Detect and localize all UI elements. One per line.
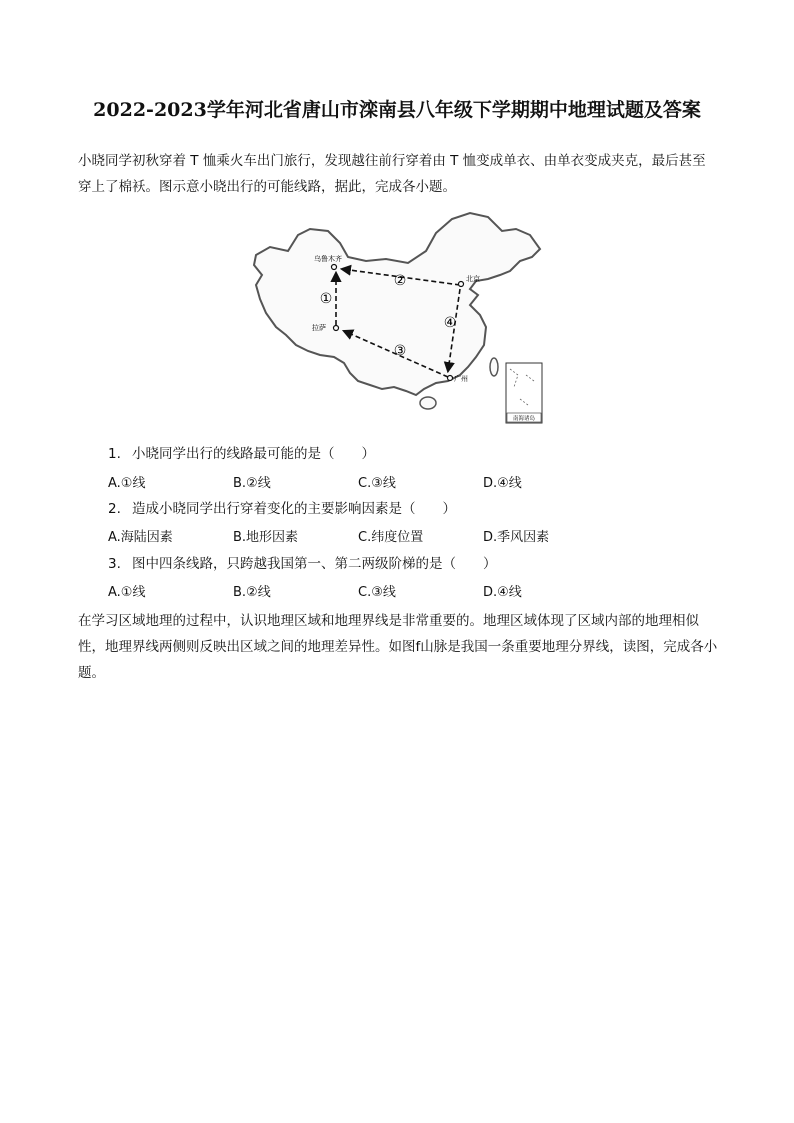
page-title: 2022-2023学年河北省唐山市滦南县八年级下学期期中地理试题及答案 [93, 99, 701, 121]
question-text: 小晓同学出行的线路最可能的是（ ） [132, 446, 375, 462]
city-beijing-label: 北京 [466, 275, 480, 283]
question-text: 造成小晓同学出行穿着变化的主要影响因素是（ ） [132, 501, 456, 517]
city-lhasa-label: 拉萨 [312, 324, 326, 332]
route-1-label: ① [319, 291, 333, 307]
city-urumqi-dot [332, 265, 337, 270]
question-1 [108, 444, 375, 464]
question-2 [108, 499, 456, 519]
question-number: 3. [108, 556, 121, 572]
option-a[interactable]: A.海陆因素 [108, 530, 173, 545]
option-b[interactable]: B.地形因素 [233, 530, 299, 545]
inset-label: 南海诸岛 [512, 416, 536, 422]
option-c[interactable]: C.③线 [358, 476, 396, 491]
taiwan-island [490, 358, 498, 376]
city-lhasa-dot [334, 326, 339, 331]
route-3-label: ③ [393, 343, 407, 359]
city-guangzhou-label: 广州 [454, 375, 468, 383]
option-d[interactable]: D.④线 [483, 476, 522, 491]
option-b[interactable]: B.②线 [233, 476, 271, 491]
city-guangzhou-dot [448, 376, 453, 381]
route-4-label: ④ [443, 315, 457, 331]
option-b[interactable]: B.②线 [233, 585, 271, 600]
china-route-map [248, 205, 548, 430]
city-beijing-dot [459, 282, 464, 287]
option-a[interactable]: A.①线 [108, 476, 146, 491]
question-number: 2. [108, 501, 121, 517]
city-urumqi-label: 乌鲁木齐 [314, 255, 342, 263]
question-text: 图中四条线路，只跨越我国第一、第二两级阶梯的是（ ） [132, 556, 497, 572]
intro-paragraph: 小晓同学初秋穿着 T 恤乘火车出门旅行，发现越往前行穿着由 T 恤变成单衣、由单衣变成夹克，最后甚至穿上了棉袄。图示意小晓出行的可能线路，据此，完成各小题。 [78, 153, 706, 195]
option-a[interactable]: A.①线 [108, 585, 146, 600]
option-c[interactable]: C.③线 [358, 585, 396, 600]
question-3 [108, 554, 497, 574]
outro-paragraph: 在学习区域地理的过程中，认识地理区域和地理界线是非常重要的。地理区域体现了区域内部的地理相似性，地理界线两侧则反映出区域之间的地理差异性。如图f山脉是我国一条重要地理分界线，读图，完成各小题。 [78, 613, 718, 681]
question-number: 1. [108, 446, 121, 462]
route-2-label: ② [393, 273, 407, 289]
option-c[interactable]: C.纬度位置 [358, 530, 424, 545]
option-d[interactable]: D.④线 [483, 585, 522, 600]
hainan-island [420, 397, 436, 409]
option-d[interactable]: D.季风因素 [483, 530, 550, 545]
